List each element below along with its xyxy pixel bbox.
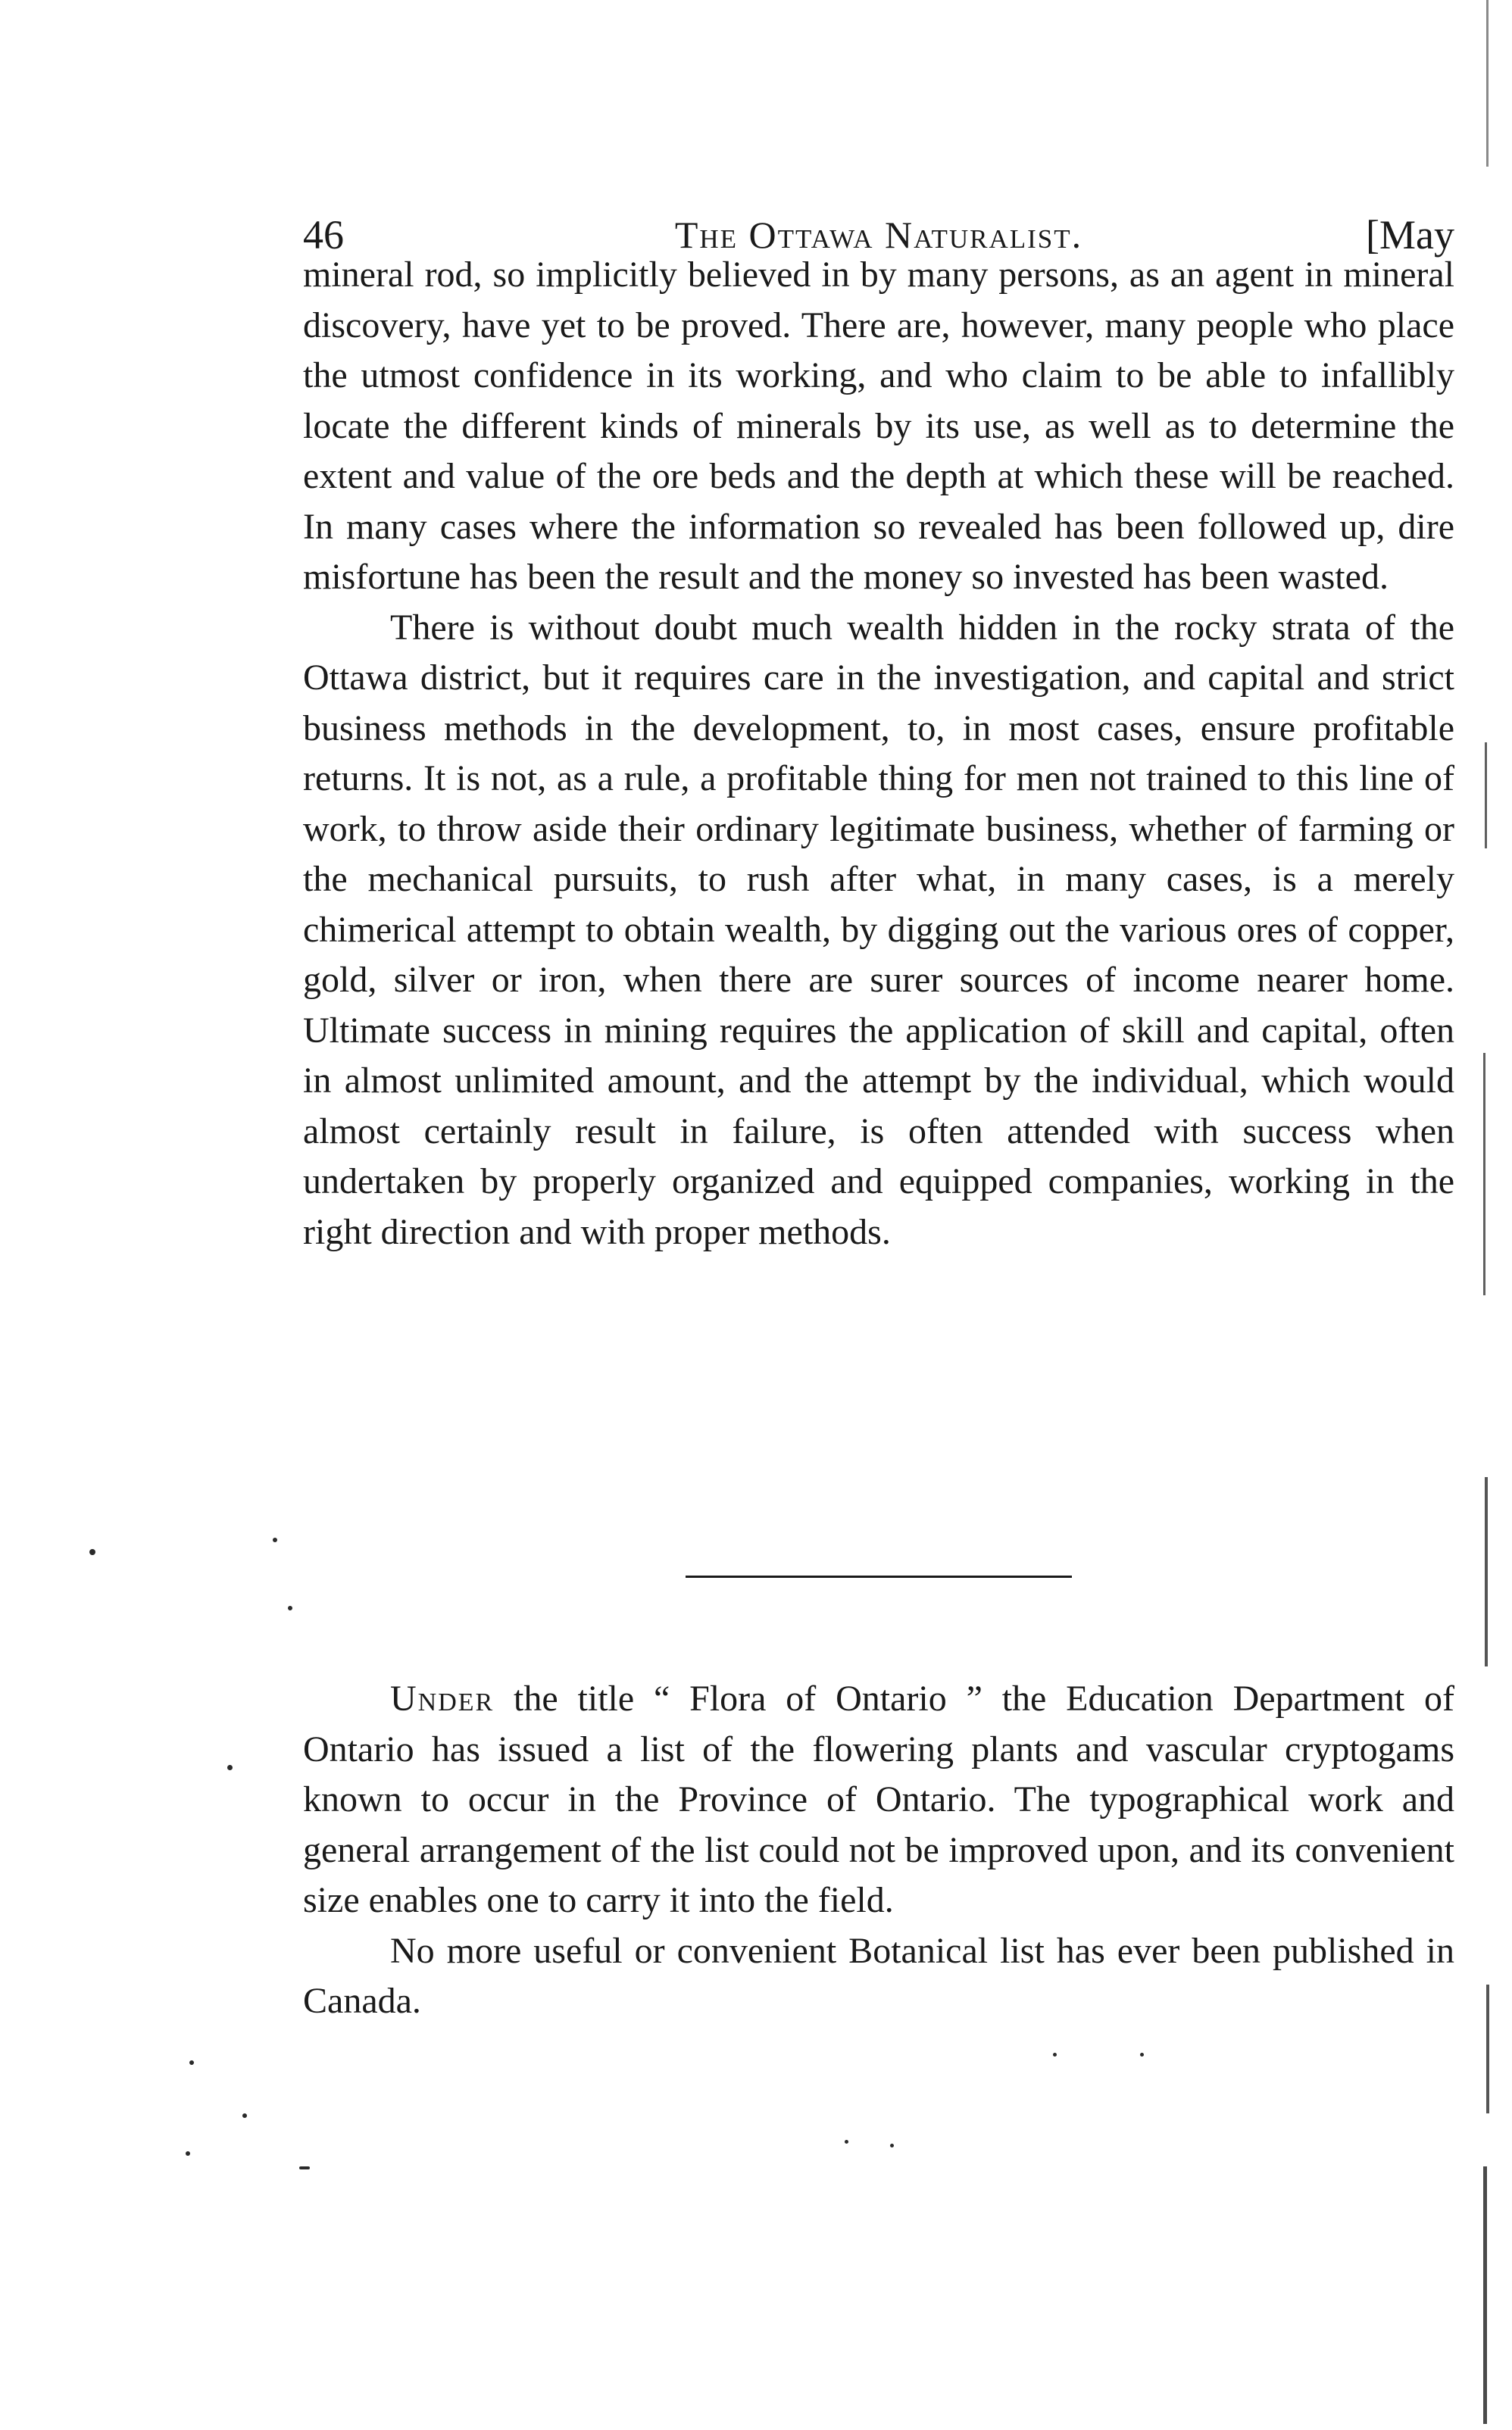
scan-edge-mark: [1486, 0, 1489, 167]
scan-edge-mark: [1483, 2166, 1487, 2424]
issue-month: [May: [1366, 212, 1454, 258]
scan-speck: [189, 2060, 194, 2065]
paragraph-flora-of-ontario: [303, 1674, 1454, 1926]
paragraph-botanical-list: No more useful or convenient Botanical list has ever been published in Canada.: [303, 1930, 1454, 2021]
lead-word: Under: [390, 1679, 495, 1719]
page-number: 46: [303, 212, 344, 258]
paragraph-mineral-rod: mineral rod, so implicitly believed in by many persons, as an agent in mineral discovery, have yet to be proved. There are, however, many people who place the utmost confidence in its working, and who claim to be able to infallibly locate the different kinds of minerals by its use, as well as to determine the extent and value of the ore beds and the depth at which these will be reached. In many cases where the information so revealed has been followed up, dire misfortune has been the result and the money so invested has been wasted.: [303, 255, 1454, 597]
scan-speck: [890, 2144, 894, 2147]
scan-edge-mark: [1486, 1985, 1489, 2113]
scan-speck: [1140, 2053, 1144, 2057]
scan-speck: [186, 2151, 190, 2156]
scan-edge-mark: [1485, 742, 1487, 848]
article-continuation: [303, 250, 1454, 1257]
scan-speck: [288, 1606, 292, 1610]
flora-notice: [303, 1674, 1454, 2027]
section-divider: [686, 1576, 1072, 1578]
scan-speck: [227, 1765, 233, 1770]
scan-speck: [242, 2113, 247, 2118]
scan-speck: [845, 2140, 848, 2144]
running-title: The Ottawa Naturalist.: [674, 214, 1083, 256]
scan-speck: [273, 1538, 277, 1542]
scan-speck: [89, 1549, 95, 1555]
scan-edge-mark: [1485, 1477, 1488, 1666]
paragraph-flora-text: the title “ Flora of Ontario ” the Education Department of Ontario has issued a list of the flowering plants and vascular cryptogams known to occur in the Province of Ontario. The typographical work and general arrangement of the list could not be improved upon, and its convenient size enables one to carry it into the field.: [303, 1679, 1454, 1920]
scan-edge-mark: [1483, 1053, 1485, 1295]
paragraph-ottawa-wealth: There is without doubt much wealth hidden in the rocky strata of the Ottawa district, but it requires care in the investigation, and capital and strict business methods in the development, to, in most cases, ensure profitable returns. It is not, as a rule, a profitable thing for men not trained to this line of work, to throw aside their ordinary legitimate business, whether of farming or the mechanical pursuits, to rush after what, in many cases, is a merely chimerical attempt to obtain wealth, by digging out the various ores of copper, gold, silver or iron, when there are surer sources of income nearer home. Ultimate success in mining requires the application of skill and capital, often in almost unlimited amount, and the attempt by the individual, which would almost certainly result in failure, is often attended with success when undertaken by properly organized and equipped companies, working in the right direction and with proper methods.: [303, 607, 1454, 1252]
scan-speck: [299, 2166, 310, 2169]
scan-speck: [1053, 2053, 1057, 2057]
